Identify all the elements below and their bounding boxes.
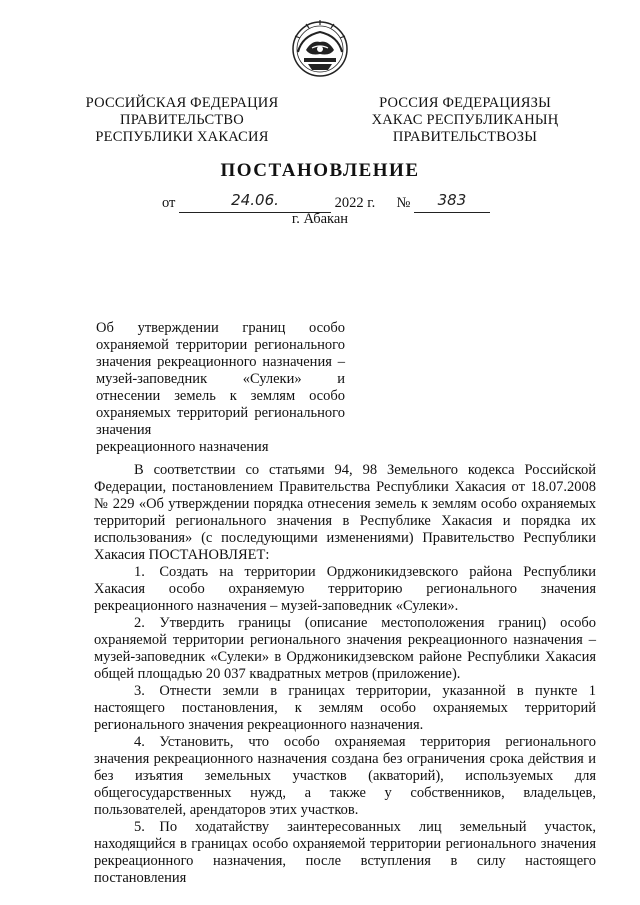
- header-left-line: РЕСПУБЛИКИ ХАКАСИЯ: [95, 129, 269, 145]
- header-right-line: ХАКАС РЕСПУБЛИКАНЫҢ: [371, 112, 559, 128]
- body-item-4: 4. Установить, что особо охраняемая территория регионального значения рекреационного назначения создана без ограничения срока действия и без изъятия земельных участков (акваторий), используемых для общегосударственных нужд, а также у собственников, владельцев, пользователей, арендаторов этих участков.: [94, 734, 596, 818]
- number-field: [414, 193, 490, 213]
- subject-block: [96, 320, 345, 456]
- city-line: г. Абакан: [291, 211, 349, 227]
- subject-line: Об утверждении границ особо: [96, 320, 345, 336]
- header-left-line: РОССИЙСКАЯ ФЕДЕРАЦИЯ: [85, 95, 279, 111]
- header-left-block: [82, 95, 282, 146]
- header-right-line: РОССИЯ ФЕДЕРАЦИЯЗЫ: [379, 95, 551, 111]
- header-right-block: [370, 95, 560, 146]
- date-year: 2022 г.: [334, 195, 376, 211]
- body-item-3: 3. Отнести земли в границах территории, указанной в пункте 1 настоящего постановления, к землям особо охраняемых территорий регионального значения рекреационного назначения.: [94, 683, 596, 733]
- body-item-1: 1. Создать на территории Орджоникидзевского района Республики Хакасия особо охраняемую территорию регионального значения рекреационного назначения – музей-заповедник «Сулеки».: [94, 564, 596, 614]
- preamble-paragraph: В соответствии со статьями 94, 98 Земельного кодекса Российской Федерации, постановлением Правительства Республики Хакасия от 18.07.2008 № 229 «Об утверждении порядка отнесения земель к землям особо охраняемых территорий регионального значения в Республике Хакасия и порядка их использования» (с последующими изменениями) Правительство Республики Хакасия ПОСТАНОВЛЯЕТ:: [94, 462, 596, 563]
- header-right-line: ПРАВИТЕЛЬСТВОЗЫ: [392, 129, 538, 145]
- dateline: [162, 193, 490, 213]
- body-item-5: 5. По ходатайству заинтересованных лиц земельный участок, находящийся в границах особо охраняемой территории регионального значения рекреационного назначения, после вступления в силу настоящего постановления: [94, 819, 596, 886]
- date-handwritten: 24.06.: [231, 191, 279, 209]
- subject-text: охраняемой территории регионального значения рекреационного назначения – музей-заповедник «Сулеки» и отнесении земель к землям особо охраняемых территорий регионального значения: [96, 337, 345, 438]
- document-title: ПОСТАНОВЛЕНИЕ: [220, 160, 420, 181]
- number-label: №: [396, 195, 411, 211]
- date-from-label: от: [162, 195, 176, 211]
- coat-of-arms-emblem: [290, 18, 350, 78]
- subject-last-line: рекреационного назначения: [96, 439, 269, 455]
- body-item-2: 2. Утвердить границы (описание местоположения границ) особо охраняемой территории регионального значения рекреационного назначения – музей-заповедник «Сулеки» в Орджоникидзевском районе Республики Хакасия общей площадью 20 037 квадратных метров (приложение).: [94, 615, 596, 682]
- number-handwritten: 383: [437, 191, 467, 209]
- document-body: [94, 462, 596, 887]
- date-field: [179, 193, 331, 213]
- header-left-line: ПРАВИТЕЛЬСТВО: [120, 112, 244, 128]
